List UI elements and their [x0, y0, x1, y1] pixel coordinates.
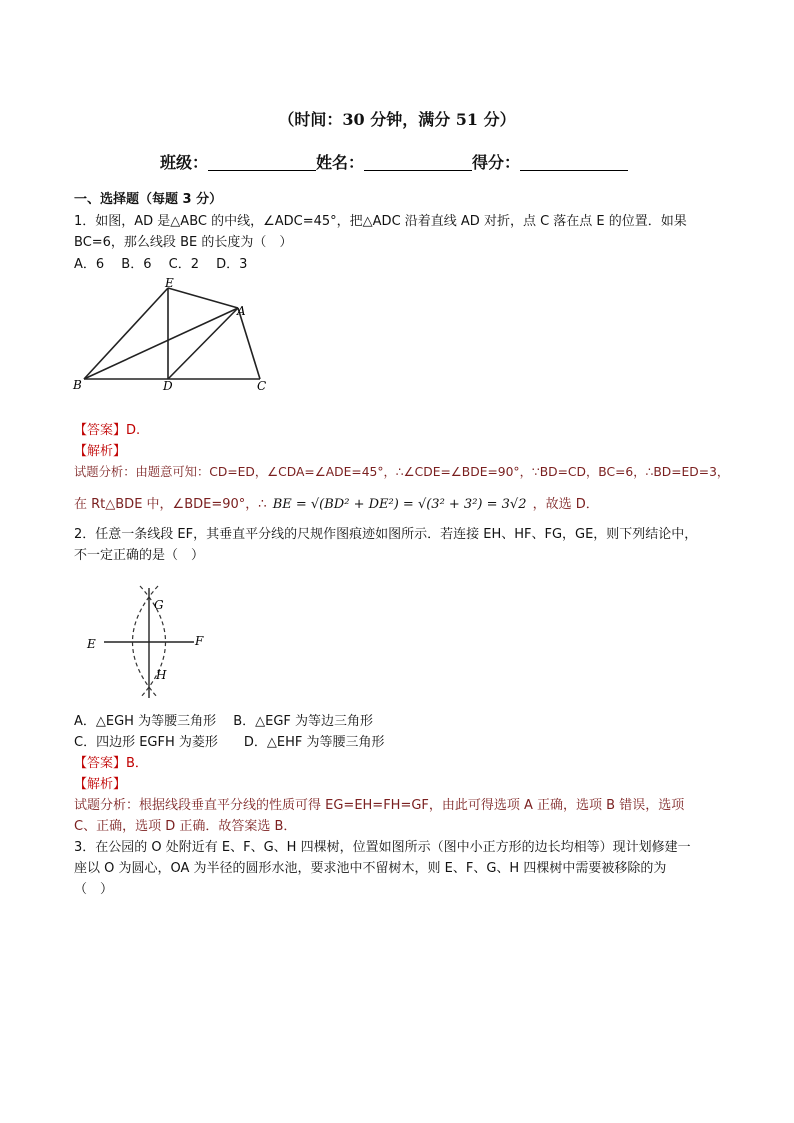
q1-options: A．6 B．6 C．2 D．3: [74, 257, 248, 272]
q2-stem-line2: 不一定正确的是（ ）: [74, 548, 205, 563]
q1-analysis-label: 【解析】: [74, 444, 127, 459]
class-label: 班级：: [160, 153, 209, 172]
score-label: 得分：: [472, 153, 521, 172]
q3-stem-line3: （ ）: [74, 882, 114, 897]
q2-option-line2: C．四边形 EGFH 为菱形 D．△EHF 为等腰三角形: [74, 735, 385, 750]
q1-analysis-line1: 试题分析：由题意可知：CD=ED，∠CDA=∠ADE=45°，∴∠CDE=∠BDE=90°，∵BD=CD，BC=6，∴BD=ED=3，: [74, 465, 730, 479]
class-blank[interactable]: [208, 152, 316, 171]
q1-line-be: [84, 288, 168, 379]
q3-stem-line1: 3．在公园的 O 处附近有 E、F、G、H 四棵树，位置如图所示（图中小正方形的边长均相等）现计划修建一: [74, 840, 691, 855]
q1-answer: 【答案】D.: [74, 423, 141, 438]
q2-analysis-line1: 试题分析：根据线段垂直平分线的性质可得 EG=EH=FH=GF，由此可得选项 A 正确，选项 B 错误，选项: [74, 798, 685, 813]
q1-line-ba: [84, 308, 238, 379]
student-info-row: [160, 150, 628, 173]
q1-analysis-line2-a: 在 Rt△BDE 中，∠BDE=90°，∴: [74, 497, 267, 512]
q3-stem-line2: 座以 O 为圆心，OA 为半径的圆形水池，要求池中不留树木，则 E、F、G、H 四棵树中需要被移除的为: [74, 861, 667, 876]
q2-label-g: G: [154, 598, 164, 612]
q1-label-e: E: [165, 276, 174, 290]
q1-label-b: B: [73, 378, 82, 392]
q2-stem-line1: 2．任意一条线段 EF，其垂直平分线的尺规作图痕迹如图所示．若连接 EH、HF、FG，GE，则下列结论中，: [74, 527, 698, 542]
q2-label-e: E: [87, 637, 96, 651]
q2-answer: 【答案】B．: [74, 756, 148, 771]
q2-figure: [82, 582, 212, 700]
q1-analysis-line2-b: ，故选 D．: [532, 497, 599, 512]
q1-analysis-line2: [74, 494, 599, 515]
q1-stem-line1: 1．如图，AD 是△ABC 的中线，∠ADC=45°，把△ADC 沿着直线 AD 对折，点 C 落在点 E 的位置．如果: [74, 214, 687, 229]
exam-time-line: （时间：30 分钟，满分 51 分）: [278, 110, 516, 129]
score-blank[interactable]: [520, 152, 628, 171]
q1-label-d: D: [163, 379, 173, 393]
q2-analysis-label: 【解析】: [74, 777, 127, 792]
q2-option-line1: A．△EGH 为等腰三角形 B．△EGF 为等边三角形: [74, 714, 374, 729]
q1-line-ac: [238, 308, 260, 379]
section-title: 一、选择题（每题 3 分）: [74, 192, 223, 207]
q2-analysis-line2: C、正确，选项 D 正确．故答案选 B．: [74, 819, 297, 834]
q1-figure: [70, 276, 270, 396]
q2-label-h: H: [156, 668, 167, 682]
name-blank[interactable]: [364, 152, 472, 171]
q2-label-f: F: [195, 634, 204, 648]
q1-formula: BE = √(BD² + DE²) = √(3² + 3²) = 3√2: [272, 497, 527, 512]
q1-label-c: C: [257, 379, 267, 393]
name-label: 姓名：: [316, 153, 365, 172]
q1-label-a: A: [237, 304, 246, 318]
q1-line-da: [168, 308, 238, 379]
q1-line-ea: [168, 288, 238, 308]
q1-stem-line2: BC=6，那么线段 BE 的长度为（ ）: [74, 235, 293, 250]
